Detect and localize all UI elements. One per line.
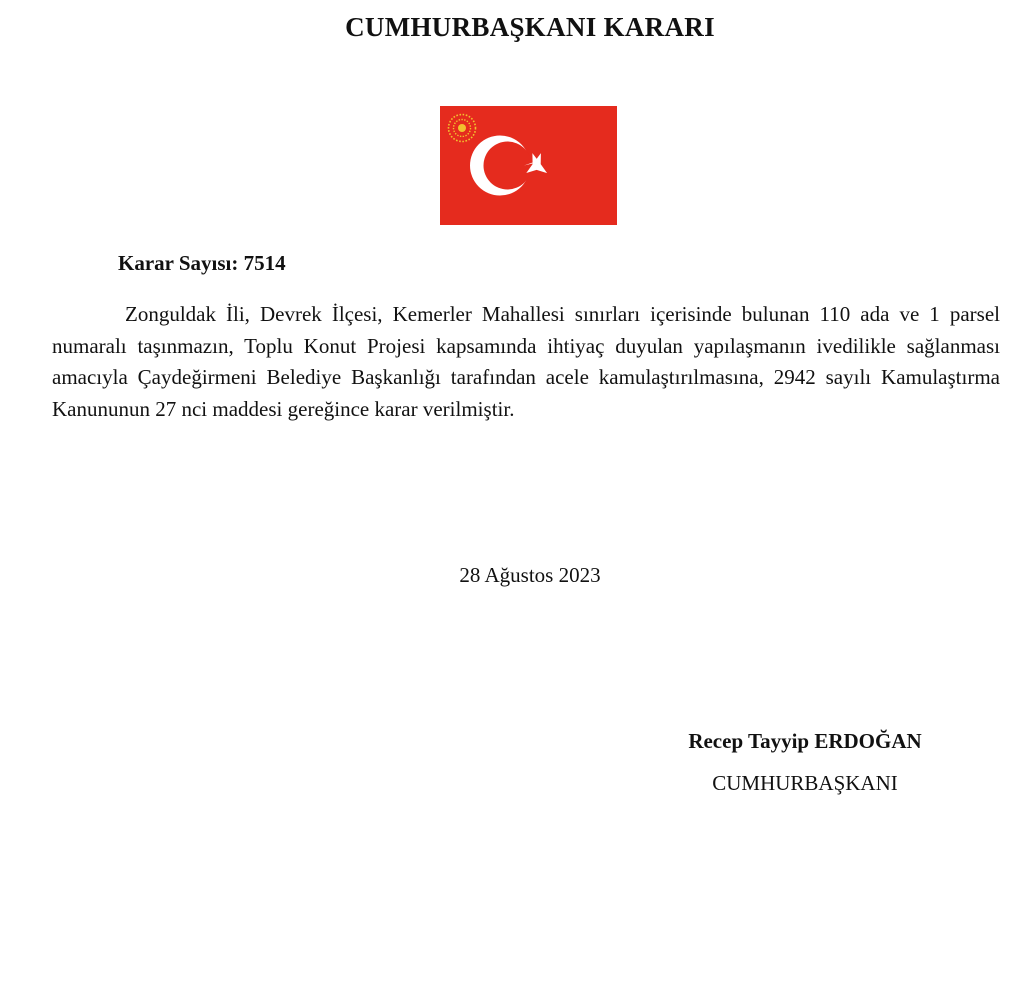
decision-body-text: Zonguldak İli, Devrek İlçesi, Kemerler Mahallesi sınırları içerisinde bulunan 110 ada ve 1 parsel numaralı taşınmazın, Toplu Konut Projesi kapsamında ihtiyaç duyulan yapılaşmanın ivedilikle sağlanması amacıyla Çaydeğirmeni Belediye Başkanlığı tarafından acele kamulaştırılmasına, 2942 sayılı Kamulaştırma Kanununun 27 nci maddesi gereğince karar verilmiştir. (52, 302, 1000, 421)
signatory-name: Recep Tayyip ERDOĞAN (688, 729, 922, 753)
signatory-title: CUMHURBAŞKANI (712, 771, 898, 795)
decision-date: 28 Ağustos 2023 (459, 563, 601, 587)
document-title: CUMHURBAŞKANI KARARI (345, 12, 715, 42)
decision-number: Karar Sayısı: 7514 (118, 251, 286, 275)
turkish-flag-icon (440, 106, 617, 225)
